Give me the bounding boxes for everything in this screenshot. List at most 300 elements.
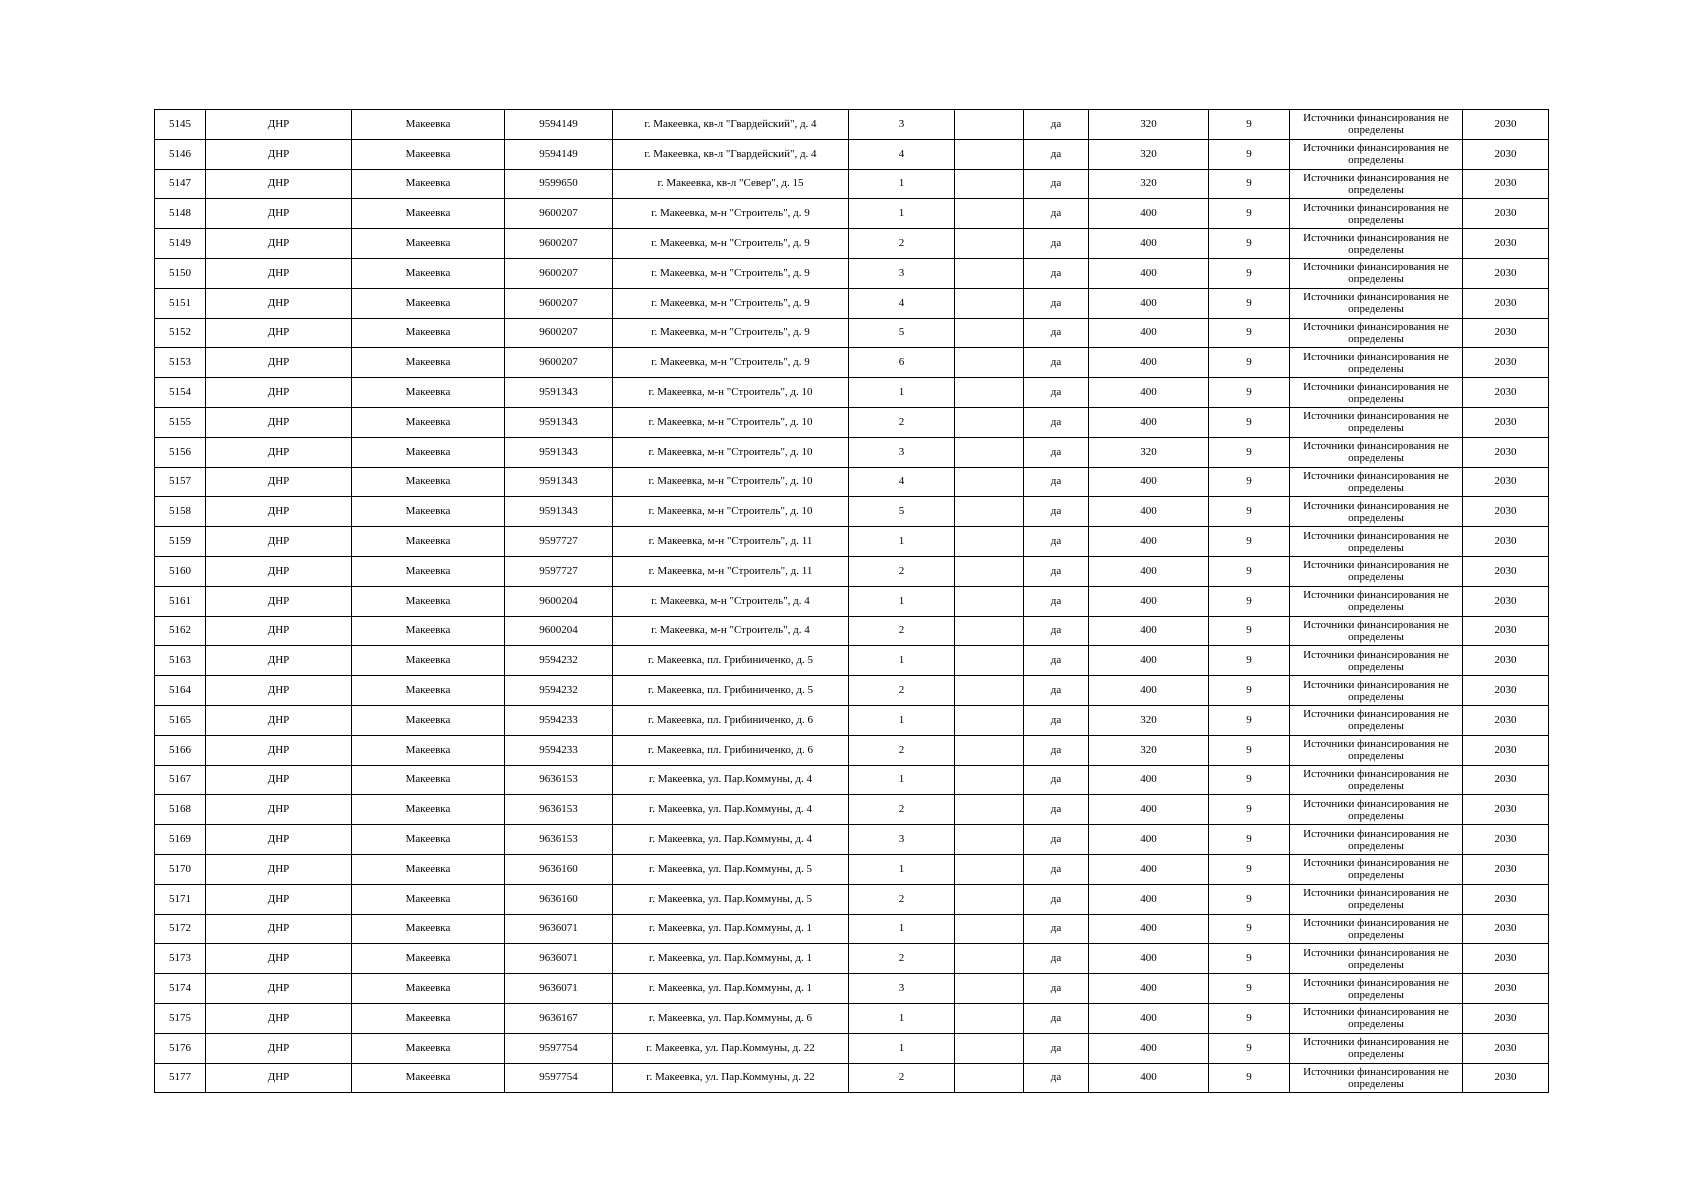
flag-cell: да (1024, 1003, 1089, 1033)
region-cell: ДНР (206, 1063, 352, 1093)
floors-cell: 9 (1209, 199, 1290, 229)
entrance-cell: 2 (849, 735, 955, 765)
entrance-cell: 2 (849, 407, 955, 437)
floors-cell: 9 (1209, 884, 1290, 914)
funding-status-cell: Источники финансирования не определены (1290, 825, 1463, 855)
table-row (155, 527, 1549, 557)
row-number-cell: 5175 (155, 1003, 206, 1033)
building-id-cell: 9636071 (505, 974, 613, 1004)
capacity-cell: 400 (1089, 1033, 1209, 1063)
flag-cell: да (1024, 735, 1089, 765)
flag-cell: да (1024, 288, 1089, 318)
region-cell: ДНР (206, 1003, 352, 1033)
building-id-cell: 9591343 (505, 467, 613, 497)
city-cell: Макеевка (352, 437, 505, 467)
entrance-cell: 3 (849, 110, 955, 140)
address-cell: г. Макеевка, пл. Грибиниченко, д. 6 (613, 705, 849, 735)
funding-status-cell: Источники финансирования не определены (1290, 378, 1463, 408)
entrance-cell: 5 (849, 318, 955, 348)
city-cell: Макеевка (352, 1063, 505, 1093)
floors-cell: 9 (1209, 467, 1290, 497)
floors-cell: 9 (1209, 1063, 1290, 1093)
funding-status-cell: Источники финансирования не определены (1290, 676, 1463, 706)
region-cell: ДНР (206, 378, 352, 408)
year-cell: 2030 (1463, 825, 1549, 855)
building-id-cell: 9591343 (505, 378, 613, 408)
city-cell: Макеевка (352, 467, 505, 497)
floors-cell: 9 (1209, 1003, 1290, 1033)
flag-cell: да (1024, 527, 1089, 557)
address-cell: г. Макеевка, м-н "Строитель", д. 9 (613, 199, 849, 229)
entrance-cell: 4 (849, 139, 955, 169)
year-cell: 2030 (1463, 795, 1549, 825)
capacity-cell: 400 (1089, 944, 1209, 974)
city-cell: Макеевка (352, 765, 505, 795)
address-cell: г. Макеевка, ул. Пар.Коммуны, д. 4 (613, 765, 849, 795)
address-cell: г. Макеевка, кв-л "Гвардейский", д. 4 (613, 139, 849, 169)
entrance-cell: 1 (849, 199, 955, 229)
funding-status-cell: Источники финансирования не определены (1290, 288, 1463, 318)
row-number-cell: 5169 (155, 825, 206, 855)
floors-cell: 9 (1209, 169, 1290, 199)
building-id-cell: 9636153 (505, 795, 613, 825)
flag-cell: да (1024, 169, 1089, 199)
flag-cell: да (1024, 676, 1089, 706)
region-cell: ДНР (206, 884, 352, 914)
city-cell: Макеевка (352, 735, 505, 765)
table-row (155, 765, 1549, 795)
empty-cell (955, 378, 1024, 408)
empty-cell (955, 765, 1024, 795)
region-cell: ДНР (206, 616, 352, 646)
empty-cell (955, 944, 1024, 974)
region-cell: ДНР (206, 586, 352, 616)
empty-cell (955, 318, 1024, 348)
empty-cell (955, 556, 1024, 586)
empty-cell (955, 110, 1024, 140)
flag-cell: да (1024, 914, 1089, 944)
address-cell: г. Макеевка, м-н "Строитель", д. 10 (613, 378, 849, 408)
year-cell: 2030 (1463, 348, 1549, 378)
floors-cell: 9 (1209, 378, 1290, 408)
flag-cell: да (1024, 258, 1089, 288)
city-cell: Макеевка (352, 407, 505, 437)
capacity-cell: 400 (1089, 288, 1209, 318)
capacity-cell: 400 (1089, 556, 1209, 586)
flag-cell: да (1024, 616, 1089, 646)
address-cell: г. Макеевка, пл. Грибиниченко, д. 5 (613, 676, 849, 706)
flag-cell: да (1024, 586, 1089, 616)
empty-cell (955, 467, 1024, 497)
funding-status-cell: Источники финансирования не определены (1290, 854, 1463, 884)
floors-cell: 9 (1209, 974, 1290, 1004)
year-cell: 2030 (1463, 110, 1549, 140)
row-number-cell: 5174 (155, 974, 206, 1004)
city-cell: Макеевка (352, 527, 505, 557)
floors-cell: 9 (1209, 318, 1290, 348)
empty-cell (955, 884, 1024, 914)
capacity-cell: 400 (1089, 676, 1209, 706)
entrance-cell: 5 (849, 497, 955, 527)
entrance-cell: 1 (849, 705, 955, 735)
document-table (154, 109, 1549, 1093)
funding-status-cell: Источники финансирования не определены (1290, 735, 1463, 765)
address-cell: г. Макеевка, м-н "Строитель", д. 11 (613, 556, 849, 586)
empty-cell (955, 169, 1024, 199)
floors-cell: 9 (1209, 229, 1290, 259)
flag-cell: да (1024, 795, 1089, 825)
row-number-cell: 5173 (155, 944, 206, 974)
building-id-cell: 9600207 (505, 288, 613, 318)
address-cell: г. Макеевка, м-н "Строитель", д. 10 (613, 497, 849, 527)
row-number-cell: 5148 (155, 199, 206, 229)
entrance-cell: 2 (849, 676, 955, 706)
capacity-cell: 400 (1089, 407, 1209, 437)
city-cell: Макеевка (352, 616, 505, 646)
flag-cell: да (1024, 884, 1089, 914)
year-cell: 2030 (1463, 139, 1549, 169)
city-cell: Макеевка (352, 258, 505, 288)
building-id-cell: 9597727 (505, 527, 613, 557)
city-cell: Макеевка (352, 1003, 505, 1033)
row-number-cell: 5157 (155, 467, 206, 497)
entrance-cell: 1 (849, 1033, 955, 1063)
year-cell: 2030 (1463, 407, 1549, 437)
capacity-cell: 320 (1089, 139, 1209, 169)
row-number-cell: 5155 (155, 407, 206, 437)
building-id-cell: 9594232 (505, 646, 613, 676)
floors-cell: 9 (1209, 765, 1290, 795)
flag-cell: да (1024, 556, 1089, 586)
city-cell: Макеевка (352, 586, 505, 616)
address-cell: г. Макеевка, м-н "Строитель", д. 9 (613, 229, 849, 259)
building-id-cell: 9597727 (505, 556, 613, 586)
entrance-cell: 2 (849, 884, 955, 914)
year-cell: 2030 (1463, 288, 1549, 318)
table-row (155, 258, 1549, 288)
floors-cell: 9 (1209, 348, 1290, 378)
city-cell: Макеевка (352, 884, 505, 914)
address-cell: г. Макеевка, м-н "Строитель", д. 11 (613, 527, 849, 557)
building-id-cell: 9597754 (505, 1063, 613, 1093)
capacity-cell: 400 (1089, 497, 1209, 527)
building-id-cell: 9636071 (505, 944, 613, 974)
funding-status-cell: Источники финансирования не определены (1290, 1003, 1463, 1033)
capacity-cell: 400 (1089, 527, 1209, 557)
region-cell: ДНР (206, 735, 352, 765)
region-cell: ДНР (206, 825, 352, 855)
capacity-cell: 400 (1089, 467, 1209, 497)
capacity-cell: 400 (1089, 199, 1209, 229)
empty-cell (955, 1033, 1024, 1063)
year-cell: 2030 (1463, 318, 1549, 348)
funding-status-cell: Источники финансирования не определены (1290, 1063, 1463, 1093)
table-row (155, 378, 1549, 408)
capacity-cell: 400 (1089, 1063, 1209, 1093)
capacity-cell: 400 (1089, 586, 1209, 616)
city-cell: Макеевка (352, 169, 505, 199)
flag-cell: да (1024, 1063, 1089, 1093)
empty-cell (955, 229, 1024, 259)
table-row (155, 825, 1549, 855)
flag-cell: да (1024, 944, 1089, 974)
table-row (155, 854, 1549, 884)
building-id-cell: 9636160 (505, 884, 613, 914)
table-row (155, 646, 1549, 676)
table-row (155, 407, 1549, 437)
building-id-cell: 9636071 (505, 914, 613, 944)
row-number-cell: 5151 (155, 288, 206, 318)
funding-status-cell: Источники финансирования не определены (1290, 407, 1463, 437)
empty-cell (955, 288, 1024, 318)
address-cell: г. Макеевка, ул. Пар.Коммуны, д. 22 (613, 1063, 849, 1093)
row-number-cell: 5172 (155, 914, 206, 944)
year-cell: 2030 (1463, 199, 1549, 229)
empty-cell (955, 825, 1024, 855)
funding-status-cell: Источники финансирования не определены (1290, 616, 1463, 646)
floors-cell: 9 (1209, 825, 1290, 855)
city-cell: Макеевка (352, 1033, 505, 1063)
table-row (155, 318, 1549, 348)
empty-cell (955, 854, 1024, 884)
city-cell: Макеевка (352, 139, 505, 169)
row-number-cell: 5163 (155, 646, 206, 676)
table-row (155, 437, 1549, 467)
flag-cell: да (1024, 497, 1089, 527)
empty-cell (955, 914, 1024, 944)
year-cell: 2030 (1463, 1003, 1549, 1033)
year-cell: 2030 (1463, 1063, 1549, 1093)
floors-cell: 9 (1209, 407, 1290, 437)
entrance-cell: 1 (849, 1003, 955, 1033)
year-cell: 2030 (1463, 884, 1549, 914)
region-cell: ДНР (206, 676, 352, 706)
building-id-cell: 9636153 (505, 765, 613, 795)
region-cell: ДНР (206, 914, 352, 944)
funding-status-cell: Источники финансирования не определены (1290, 437, 1463, 467)
funding-status-cell: Источники финансирования не определены (1290, 884, 1463, 914)
empty-cell (955, 1003, 1024, 1033)
flag-cell: да (1024, 437, 1089, 467)
row-number-cell: 5171 (155, 884, 206, 914)
city-cell: Макеевка (352, 497, 505, 527)
building-id-cell: 9594232 (505, 676, 613, 706)
region-cell: ДНР (206, 318, 352, 348)
city-cell: Макеевка (352, 825, 505, 855)
entrance-cell: 2 (849, 944, 955, 974)
capacity-cell: 400 (1089, 974, 1209, 1004)
year-cell: 2030 (1463, 616, 1549, 646)
address-cell: г. Макеевка, ул. Пар.Коммуны, д. 1 (613, 974, 849, 1004)
building-id-cell: 9636153 (505, 825, 613, 855)
year-cell: 2030 (1463, 586, 1549, 616)
region-cell: ДНР (206, 199, 352, 229)
empty-cell (955, 348, 1024, 378)
flag-cell: да (1024, 318, 1089, 348)
capacity-cell: 320 (1089, 437, 1209, 467)
year-cell: 2030 (1463, 258, 1549, 288)
region-cell: ДНР (206, 497, 352, 527)
city-cell: Макеевка (352, 974, 505, 1004)
building-id-cell: 9594149 (505, 139, 613, 169)
capacity-cell: 400 (1089, 884, 1209, 914)
flag-cell: да (1024, 825, 1089, 855)
flag-cell: да (1024, 407, 1089, 437)
building-id-cell: 9599650 (505, 169, 613, 199)
row-number-cell: 5145 (155, 110, 206, 140)
table-row (155, 288, 1549, 318)
city-cell: Макеевка (352, 646, 505, 676)
funding-status-cell: Источники финансирования не определены (1290, 258, 1463, 288)
region-cell: ДНР (206, 288, 352, 318)
city-cell: Макеевка (352, 110, 505, 140)
empty-cell (955, 646, 1024, 676)
funding-status-cell: Источники финансирования не определены (1290, 1033, 1463, 1063)
capacity-cell: 400 (1089, 1003, 1209, 1033)
address-cell: г. Макеевка, м-н "Строитель", д. 10 (613, 407, 849, 437)
floors-cell: 9 (1209, 437, 1290, 467)
flag-cell: да (1024, 139, 1089, 169)
address-cell: г. Макеевка, ул. Пар.Коммуны, д. 1 (613, 914, 849, 944)
flag-cell: да (1024, 765, 1089, 795)
address-cell: г. Макеевка, м-н "Строитель", д. 9 (613, 318, 849, 348)
entrance-cell: 1 (849, 378, 955, 408)
region-cell: ДНР (206, 646, 352, 676)
address-cell: г. Макеевка, м-н "Строитель", д. 10 (613, 437, 849, 467)
flag-cell: да (1024, 854, 1089, 884)
address-cell: г. Макеевка, ул. Пар.Коммуны, д. 1 (613, 944, 849, 974)
empty-cell (955, 497, 1024, 527)
region-cell: ДНР (206, 705, 352, 735)
entrance-cell: 1 (849, 646, 955, 676)
building-id-cell: 9600204 (505, 616, 613, 646)
funding-status-cell: Источники финансирования не определены (1290, 169, 1463, 199)
building-id-cell: 9636167 (505, 1003, 613, 1033)
address-cell: г. Макеевка, м-н "Строитель", д. 9 (613, 348, 849, 378)
region-cell: ДНР (206, 139, 352, 169)
building-id-cell: 9600207 (505, 348, 613, 378)
empty-cell (955, 437, 1024, 467)
city-cell: Макеевка (352, 914, 505, 944)
funding-status-cell: Источники финансирования не определены (1290, 586, 1463, 616)
table-row (155, 616, 1549, 646)
year-cell: 2030 (1463, 735, 1549, 765)
city-cell: Макеевка (352, 378, 505, 408)
floors-cell: 9 (1209, 854, 1290, 884)
city-cell: Макеевка (352, 229, 505, 259)
building-id-cell: 9600207 (505, 229, 613, 259)
empty-cell (955, 199, 1024, 229)
city-cell: Макеевка (352, 854, 505, 884)
empty-cell (955, 676, 1024, 706)
region-cell: ДНР (206, 556, 352, 586)
row-number-cell: 5177 (155, 1063, 206, 1093)
region-cell: ДНР (206, 974, 352, 1004)
table-row (155, 199, 1549, 229)
floors-cell: 9 (1209, 527, 1290, 557)
floors-cell: 9 (1209, 795, 1290, 825)
table-row (155, 556, 1549, 586)
region-cell: ДНР (206, 944, 352, 974)
floors-cell: 9 (1209, 497, 1290, 527)
table-row (155, 110, 1549, 140)
region-cell: ДНР (206, 348, 352, 378)
entrance-cell: 2 (849, 1063, 955, 1093)
table-row (155, 735, 1549, 765)
capacity-cell: 400 (1089, 765, 1209, 795)
region-cell: ДНР (206, 1033, 352, 1063)
capacity-cell: 400 (1089, 646, 1209, 676)
address-cell: г. Макеевка, м-н "Строитель", д. 4 (613, 616, 849, 646)
year-cell: 2030 (1463, 646, 1549, 676)
year-cell: 2030 (1463, 1033, 1549, 1063)
region-cell: ДНР (206, 258, 352, 288)
year-cell: 2030 (1463, 497, 1549, 527)
flag-cell: да (1024, 378, 1089, 408)
building-id-cell: 9591343 (505, 497, 613, 527)
row-number-cell: 5156 (155, 437, 206, 467)
flag-cell: да (1024, 229, 1089, 259)
funding-status-cell: Источники финансирования не определены (1290, 139, 1463, 169)
entrance-cell: 3 (849, 825, 955, 855)
year-cell: 2030 (1463, 169, 1549, 199)
capacity-cell: 400 (1089, 854, 1209, 884)
funding-status-cell: Источники финансирования не определены (1290, 974, 1463, 1004)
address-cell: г. Макеевка, м-н "Строитель", д. 10 (613, 467, 849, 497)
year-cell: 2030 (1463, 437, 1549, 467)
empty-cell (955, 616, 1024, 646)
empty-cell (955, 139, 1024, 169)
floors-cell: 9 (1209, 735, 1290, 765)
table-row (155, 795, 1549, 825)
row-number-cell: 5170 (155, 854, 206, 884)
entrance-cell: 1 (849, 914, 955, 944)
table-row (155, 1003, 1549, 1033)
empty-cell (955, 705, 1024, 735)
empty-cell (955, 258, 1024, 288)
table-row (155, 467, 1549, 497)
region-cell: ДНР (206, 527, 352, 557)
table-row (155, 676, 1549, 706)
flag-cell: да (1024, 110, 1089, 140)
funding-status-cell: Источники финансирования не определены (1290, 527, 1463, 557)
entrance-cell: 1 (849, 854, 955, 884)
region-cell: ДНР (206, 437, 352, 467)
address-cell: г. Макеевка, ул. Пар.Коммуны, д. 4 (613, 795, 849, 825)
region-cell: ДНР (206, 169, 352, 199)
row-number-cell: 5149 (155, 229, 206, 259)
row-number-cell: 5166 (155, 735, 206, 765)
table-row (155, 586, 1549, 616)
funding-status-cell: Источники финансирования не определены (1290, 467, 1463, 497)
funding-status-cell: Источники финансирования не определены (1290, 795, 1463, 825)
address-cell: г. Макеевка, ул. Пар.Коммуны, д. 6 (613, 1003, 849, 1033)
address-cell: г. Макеевка, ул. Пар.Коммуны, д. 5 (613, 884, 849, 914)
table-row (155, 348, 1549, 378)
row-number-cell: 5162 (155, 616, 206, 646)
empty-cell (955, 795, 1024, 825)
year-cell: 2030 (1463, 944, 1549, 974)
funding-status-cell: Источники финансирования не определены (1290, 497, 1463, 527)
flag-cell: да (1024, 348, 1089, 378)
floors-cell: 9 (1209, 1033, 1290, 1063)
empty-cell (955, 407, 1024, 437)
city-cell: Макеевка (352, 795, 505, 825)
region-cell: ДНР (206, 467, 352, 497)
capacity-cell: 400 (1089, 348, 1209, 378)
region-cell: ДНР (206, 229, 352, 259)
city-cell: Макеевка (352, 318, 505, 348)
